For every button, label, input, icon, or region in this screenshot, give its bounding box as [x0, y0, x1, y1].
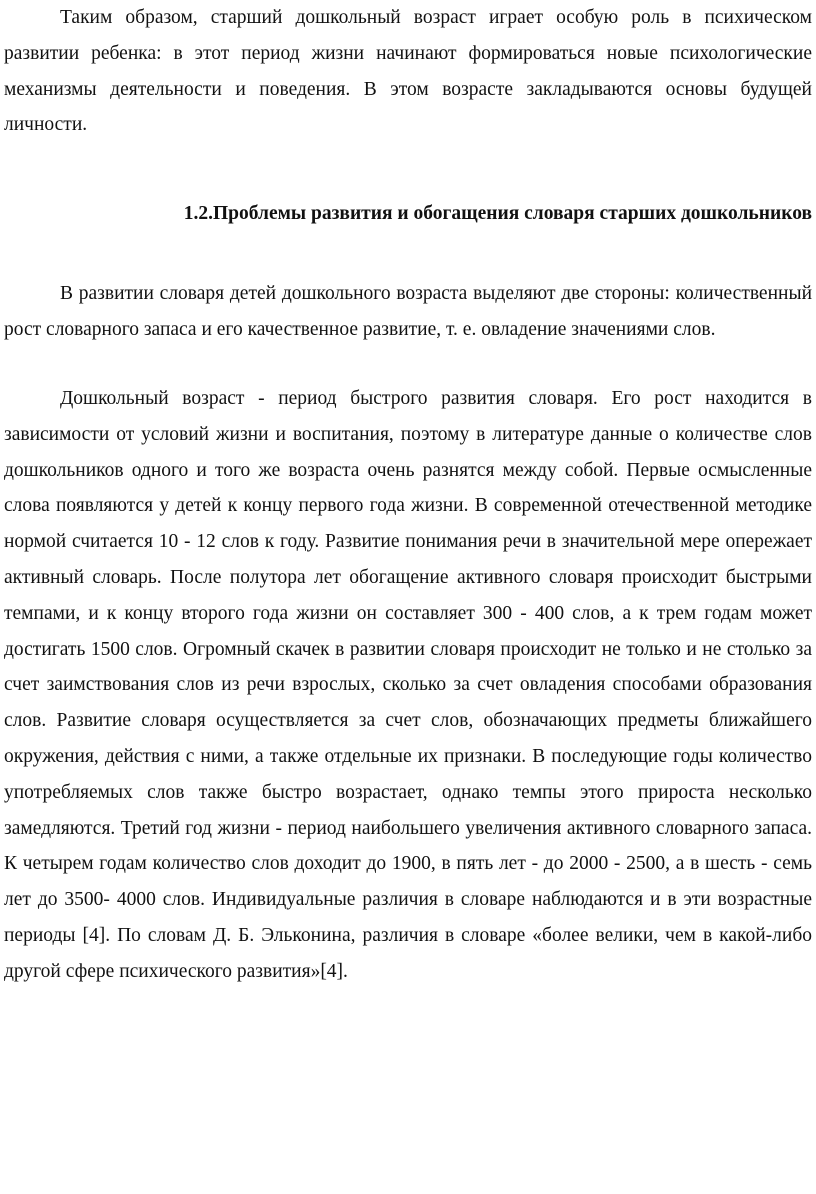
section-heading: 1.2.Проблемы развития и обогащения словаря старших дошкольников [183, 203, 812, 224]
paragraph-vocabulary-sides: В развитии словаря детей дошкольного возраста выделяют две стороны: количественный рост словарного запаса и его качественное развитие, т. е. овладение значениями слов. [4, 283, 812, 340]
paragraph-vocabulary-growth: Дошкольный возраст - период быстрого развития словаря. Его рост находится в зависимости от условий жизни и воспитания, поэтому в литературе данные о количестве слов дошкольников одного и того же возраста очень разнятся между собой. Первые осмысленные слова появляются у детей к концу первого года жизни. В современной отечественной методике нормой считается 10 - 12 слов к году. Развитие понимания речи в значительной мере опережает активный словарь. После полутора лет обогащение активного словаря происходит быстрыми темпами, и к концу второго года жизни он составляет 300 - 400 слов, а к трем годам может достигать 1500 слов. Огромный скачек в развитии словаря происходит не только и не столько за счет заимствования слов из речи взрослых, сколько за счет овладения способами образования слов. Развитие словаря осуществляется за счет слов, обозначающих предметы ближайшего окружения, действия с ними, а также отдельные их признаки. В последующие годы количество употребляемых слов также быстро возрастает, однако темпы этого прироста несколько замедляются. Третий год жизни - период наибольшего увеличения активного словарного запаса. К четырем годам количество слов доходит до 1900, в пять лет - до 2000 - 2500, а в шесть - семь лет до 3500- 4000 слов. Индивидуальные различия в словаре наблюдаются и в эти возрастные периоды [4]. По словам Д. Б. Эльконина, различия в словаре «более велики, чем в какой-либо другой сфере психического развития»[4]. [4, 388, 812, 982]
paragraph-intro: Таким образом, старший дошкольный возраст играет особую роль в психическом развитии ребенка: в этот период жизни начинают формироваться новые психологические механизмы деятельности и поведения. В этом возрасте закладываются основы будущей личности. [4, 7, 812, 136]
